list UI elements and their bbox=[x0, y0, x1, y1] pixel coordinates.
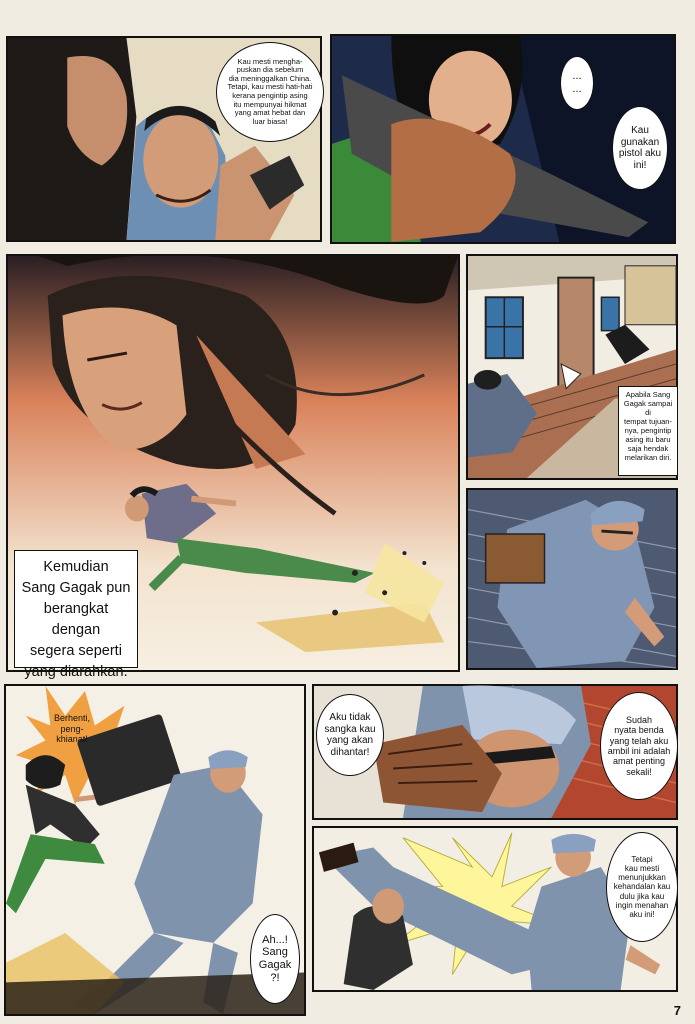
speech-bubble: Ah...! Sang Gagak ?! bbox=[250, 914, 300, 1004]
narration-caption: Apabila Sang Gagak sampai di tempat tujuan- nya, pengintip asing itu baru saja hendak melarikan diri. bbox=[618, 386, 678, 476]
panel-7 bbox=[312, 684, 678, 820]
panel-2 bbox=[330, 34, 676, 244]
thought-bubble: ... ... bbox=[560, 56, 594, 110]
panel-1 bbox=[6, 36, 322, 242]
panel-5-art bbox=[468, 490, 676, 668]
speech-bubble: Sudah nyata benda yang telah aku ambil ini adalah amat penting sekali! bbox=[600, 692, 678, 800]
speech-bubble: Tetapi kau mesti menunjukkan kehandalan kau dulu jika kau ingin menahan aku ini! bbox=[606, 832, 678, 942]
speech-bubble: Aku tidak sangka kau yang akan dihantar! bbox=[316, 694, 384, 776]
shout-text: Berhenti, peng- khianat! bbox=[53, 713, 91, 745]
panel-8 bbox=[312, 826, 678, 992]
page-number: 7 bbox=[673, 1003, 681, 1018]
panel-4 bbox=[466, 254, 678, 480]
narration-caption: Kemudian Sang Gagak pun berangkat dengan segera seperti yang diarahkan. bbox=[14, 550, 138, 668]
panel-5 bbox=[466, 488, 678, 670]
speech-bubble: Kau gunakan pistol aku ini! bbox=[612, 106, 668, 190]
panel-6 bbox=[4, 684, 306, 1016]
panel-3 bbox=[6, 254, 460, 681]
speech-bubble: Kau mesti mengha- puskan dia sebelum dia meninggalkan China. Tetapi, kau mesti hati-hati kerana pengintip asing itu mempunyai hikmat yang amat hebat dan luar biasa! bbox=[216, 42, 324, 142]
briefcase-icon bbox=[486, 534, 545, 583]
